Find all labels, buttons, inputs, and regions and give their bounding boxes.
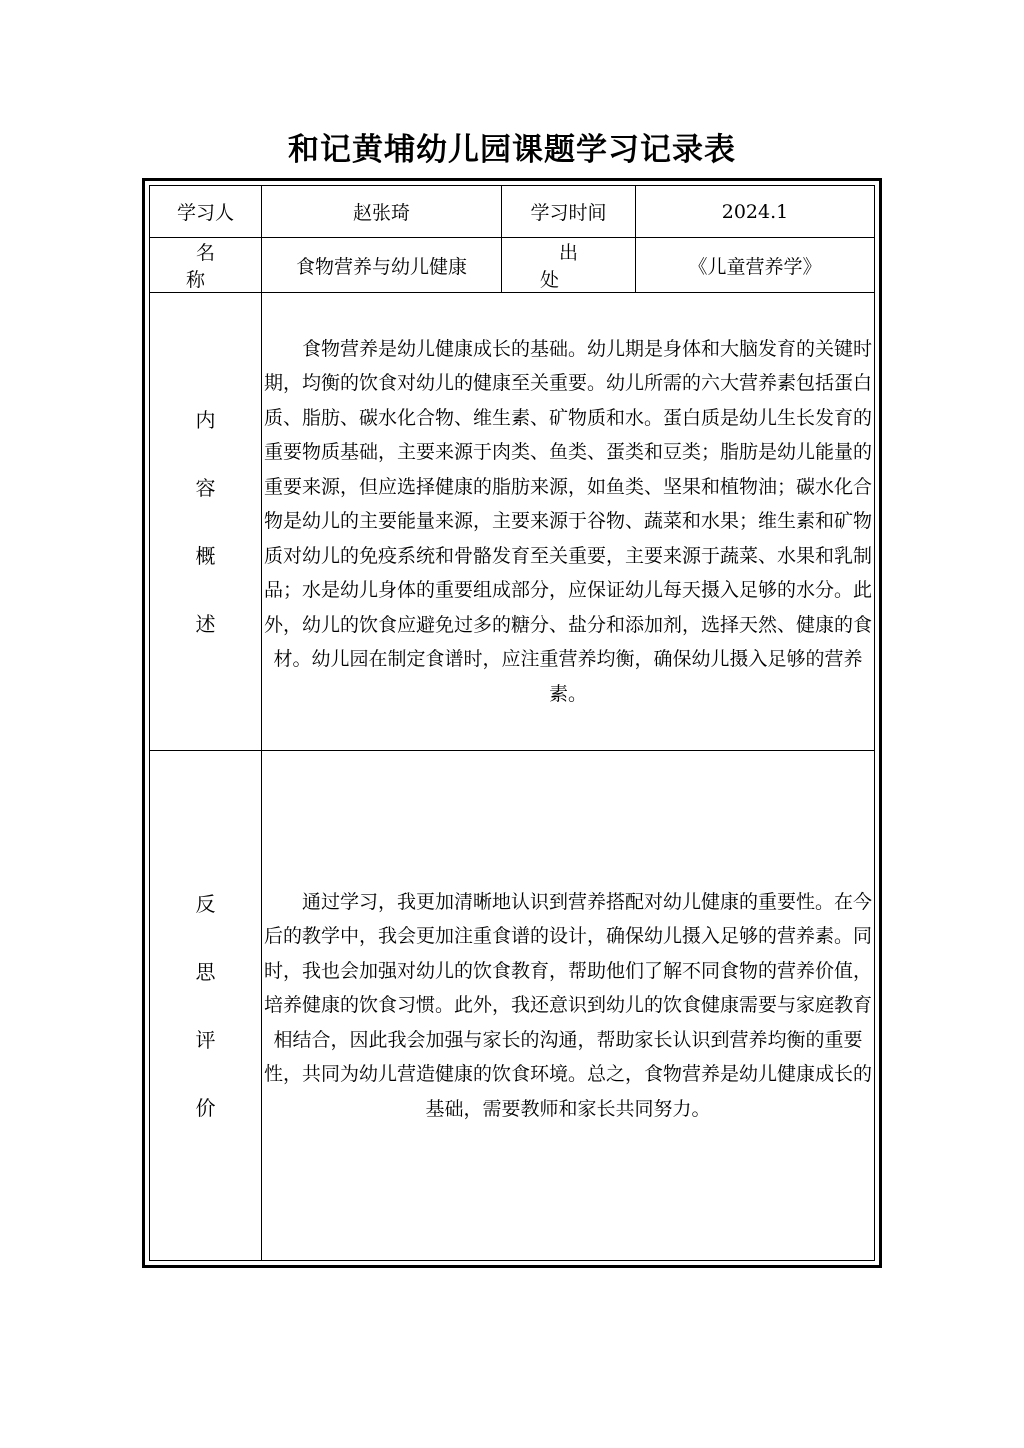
learner-value: 赵张琦 [262,186,502,238]
summary-row [150,293,875,751]
learner-label: 学习人 [150,186,262,238]
source-label: 出 处 [502,238,636,293]
reflection-row [150,751,875,1261]
reflection-label [150,751,262,1261]
study-time-label: 学习时间 [502,186,636,238]
summary-label-char: 述 [195,611,216,636]
study-time-value: 2024.1 [636,186,875,238]
learner-row [150,186,875,238]
reflection-label-char: 思 [195,959,216,984]
summary-text: 食物营养是幼儿健康成长的基础。幼儿期是身体和大脑发育的关键时期，均衡的饮食对幼儿的健康至关重要。幼儿所需的六大营养素包括蛋白质、脂肪、碳水化合物、维生素、矿物质和水。蛋白质是幼儿生长发育的重要物质基础，主要来源于肉类、鱼类、蛋类和豆类；脂肪是幼儿能量的重要来源，但应选择健康的脂肪来源，如鱼类、坚果和植物油；碳水化合物是幼儿的主要能量来源，主要来源于谷物、蔬菜和水果；维生素和矿物质对幼儿的免疫系统和骨骼发育至关重要，主要来源于蔬菜、水果和乳制品；水是幼儿身体的重要组成部分，应保证幼儿每天摄入足够的水分。此外，幼儿的饮食应避免过多的糖分、盐分和添加剂，选择天然、健康的食材。幼儿园在制定食谱时，应注重营养均衡，确保幼儿摄入足够的营养素。 [263,337,872,705]
reflection-label-char: 价 [195,1095,216,1120]
summary-label-char: 容 [195,475,216,500]
summary-label-char: 内 [195,407,216,432]
reflection-label-char: 评 [195,1027,216,1052]
topic-name-value: 食物营养与幼儿健康 [262,238,502,293]
record-table [149,185,875,1261]
reflection-content [262,751,875,1261]
topic-name-label: 名 称 [150,238,262,293]
summary-label-char: 概 [195,543,216,568]
record-form-frame [142,178,882,1268]
source-value: 《儿童营养学》 [636,238,875,293]
page-title: 和记黄埔幼儿园课题学习记录表 [288,132,736,168]
reflection-text: 通过学习，我更加清晰地认识到营养搭配对幼儿健康的重要性。在今后的教学中，我会更加注重食谱的设计，确保幼儿摄入足够的营养素。同时，我也会加强对幼儿的饮食教育，帮助他们了解不同食物的营养价值，培养健康的饮食习惯。此外，我还意识到幼儿的饮食健康需要与家庭教育相结合，因此我会加强与家长的沟通，帮助家长认识到营养均衡的重要性，共同为幼儿营造健康的饮食环境。总之，食物营养是幼儿健康成长的基础，需要教师和家长共同努力。 [263,890,872,1120]
reflection-label-char: 反 [195,891,216,916]
topic-row [150,238,875,293]
summary-label [150,293,262,751]
summary-content [262,293,875,751]
